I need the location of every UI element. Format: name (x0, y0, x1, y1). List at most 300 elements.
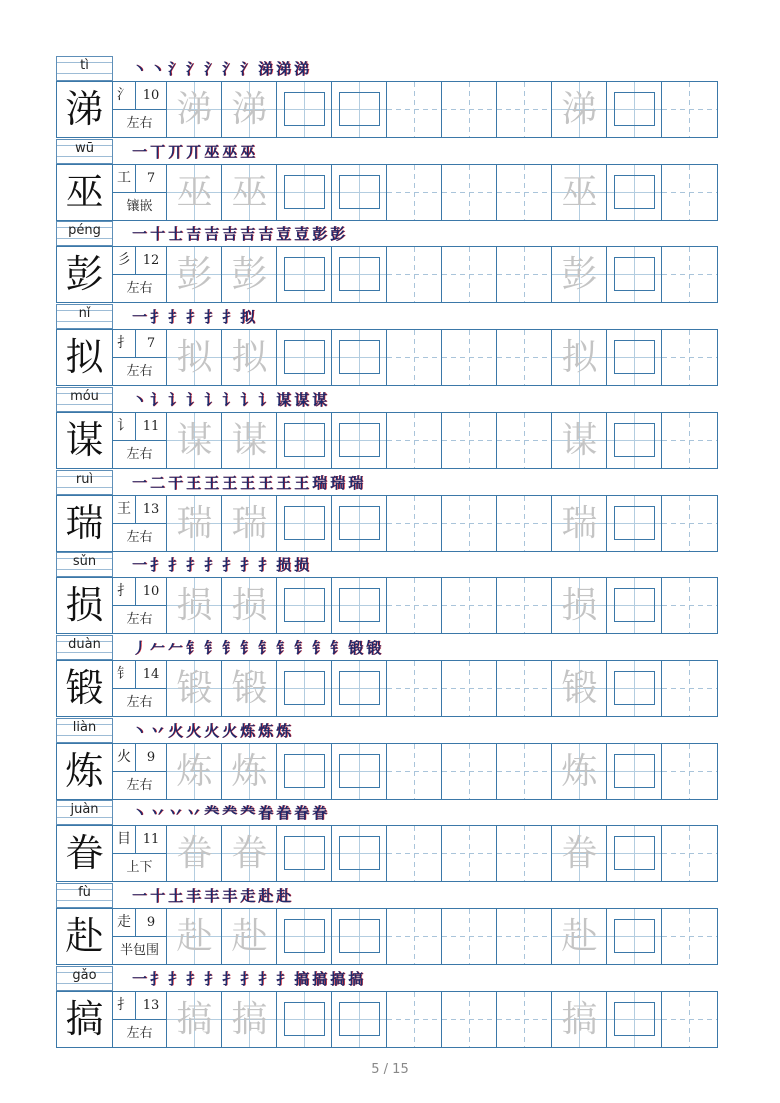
character-row (56, 470, 718, 552)
stroke-step: 扌 (222, 556, 238, 575)
structure: 左右 (126, 612, 153, 628)
practice-cell[interactable] (607, 413, 662, 468)
practice-cell[interactable] (607, 247, 662, 302)
stroke-step: 氵 (186, 60, 202, 78)
radical: 钅 (113, 661, 136, 688)
pinyin: móu (70, 388, 99, 404)
writing-box (284, 175, 325, 209)
pinyin-row (56, 221, 718, 246)
practice-cell[interactable] (552, 744, 607, 799)
practice-cell[interactable] (552, 826, 607, 881)
trace-character: 炼 (561, 750, 598, 792)
stroke-order (132, 390, 327, 410)
character-row (56, 718, 718, 800)
stroke-order (132, 307, 255, 327)
structure: 半包围 (119, 943, 159, 958)
stroke-step: 钅 (294, 638, 310, 657)
stroke-step: 眷 (276, 804, 292, 823)
practice-cell[interactable] (222, 578, 277, 633)
pinyin-row (56, 800, 718, 825)
pinyin: liàn (72, 719, 97, 735)
stroke-step: 丷 (150, 721, 166, 740)
practice-cell[interactable] (497, 165, 552, 220)
pinyin-row (56, 304, 718, 329)
stroke-step: 一 (132, 969, 148, 988)
stroke-step: 讠 (258, 390, 274, 409)
stroke-step: 扌 (258, 969, 274, 988)
practice-cell[interactable] (607, 578, 662, 633)
pinyin: fù (78, 885, 91, 900)
stroke-count: 13 (142, 501, 160, 517)
practice-cell[interactable] (662, 165, 717, 220)
practice-cell[interactable] (332, 496, 387, 551)
practice-cell[interactable] (222, 413, 277, 468)
practice-cell[interactable] (167, 496, 222, 551)
practice-cell[interactable] (277, 247, 332, 302)
practice-cell[interactable] (442, 744, 497, 799)
practice-cell[interactable] (387, 661, 442, 716)
pinyin-box (56, 221, 113, 246)
practice-cell[interactable] (387, 992, 442, 1047)
practice-cell[interactable] (552, 661, 607, 716)
stroke-count: 12 (142, 253, 160, 269)
practice-cell[interactable] (277, 992, 332, 1047)
practice-cell[interactable] (607, 165, 662, 220)
writing-box (614, 92, 655, 126)
practice-cell[interactable] (332, 909, 387, 964)
pinyin: wū (75, 140, 94, 156)
stroke-step: 讠 (240, 390, 256, 409)
trace-character: 赴 (231, 916, 268, 957)
practice-cell[interactable] (497, 247, 552, 302)
stroke-step: 丌 (168, 142, 184, 161)
practice-cell[interactable] (442, 992, 497, 1047)
trace-character: 赴 (176, 916, 213, 957)
practice-cell[interactable] (607, 992, 662, 1047)
stroke-count: 7 (146, 170, 156, 186)
character-info (113, 413, 167, 468)
practice-cell[interactable] (442, 826, 497, 881)
stroke-count: 13 (142, 997, 160, 1013)
stroke-step: 扌 (168, 308, 184, 327)
practice-cell[interactable] (222, 661, 277, 716)
character-row (56, 387, 718, 469)
trace-character: 损 (231, 585, 268, 627)
practice-cell[interactable] (222, 165, 277, 220)
practice-cell[interactable] (662, 744, 717, 799)
trace-character: 谋 (561, 419, 598, 461)
practice-cell[interactable] (167, 165, 222, 220)
stroke-step: 王 (294, 473, 310, 492)
stroke-step: 谋 (312, 390, 328, 409)
stroke-step: 搞 (330, 969, 346, 988)
writing-box (614, 257, 655, 291)
stroke-order (132, 555, 309, 575)
practice-cell[interactable] (442, 82, 497, 137)
trace-character: 炼 (231, 750, 268, 792)
writing-grid (56, 495, 718, 552)
stroke-step: 丷 (168, 804, 184, 823)
practice-cell[interactable] (497, 909, 552, 964)
stroke-step: 谋 (276, 390, 292, 409)
practice-cell[interactable] (167, 82, 222, 137)
trace-character: 瑞 (176, 502, 213, 544)
practice-cell[interactable] (277, 413, 332, 468)
character-info (113, 992, 167, 1047)
practice-cell[interactable] (387, 247, 442, 302)
stroke-step: 损 (294, 556, 310, 575)
practice-cell[interactable] (387, 578, 442, 633)
practice-cell[interactable] (607, 744, 662, 799)
writing-box (614, 423, 655, 457)
stroke-step: 𠂉 (168, 638, 184, 657)
practice-cell[interactable] (332, 413, 387, 468)
stroke-step: 扌 (204, 308, 220, 327)
practice-cell[interactable] (607, 909, 662, 964)
practice-cell[interactable] (552, 578, 607, 633)
practice-cell[interactable] (222, 496, 277, 551)
practice-cell[interactable] (442, 165, 497, 220)
writing-box (339, 1002, 380, 1036)
practice-cell[interactable] (662, 330, 717, 385)
structure: 镶嵌 (126, 198, 153, 214)
trace-character: 眷 (561, 833, 598, 875)
practice-cell[interactable] (277, 330, 332, 385)
stroke-step: 王 (204, 473, 220, 492)
stroke-step: 赴 (276, 887, 292, 905)
stroke-count: 9 (146, 749, 156, 765)
practice-cell[interactable] (662, 82, 717, 137)
stroke-step: 士 (168, 225, 184, 244)
practice-cell[interactable] (167, 661, 222, 716)
stroke-step: 一 (132, 473, 148, 492)
stroke-step: 一 (132, 142, 148, 161)
radical: 工 (113, 165, 136, 192)
practice-cell[interactable] (332, 826, 387, 881)
stroke-count: 11 (142, 832, 160, 848)
stroke-step: 龹 (222, 804, 238, 823)
radical: 讠 (113, 413, 136, 440)
practice-cell[interactable] (497, 578, 552, 633)
practice-cell[interactable] (222, 826, 277, 881)
practice-cell[interactable] (167, 992, 222, 1047)
stroke-step: 火 (168, 721, 184, 740)
stroke-step: 炼 (276, 721, 292, 740)
stroke-count: 9 (146, 915, 156, 930)
practice-cell[interactable] (387, 744, 442, 799)
stroke-step: 吉 (240, 225, 256, 244)
practice-cell[interactable] (607, 826, 662, 881)
pinyin: péng (68, 223, 101, 239)
stroke-step: 巫 (222, 142, 238, 161)
stroke-step: 眷 (258, 804, 274, 823)
writing-box (614, 836, 655, 870)
practice-cell[interactable] (222, 247, 277, 302)
practice-cell[interactable] (662, 496, 717, 551)
stroke-step: 赴 (258, 887, 274, 905)
character-info (113, 82, 167, 137)
practice-cell[interactable] (222, 992, 277, 1047)
writing-box (339, 919, 380, 953)
practice-cell[interactable] (662, 413, 717, 468)
pinyin-box (56, 883, 113, 908)
pinyin-row (56, 635, 718, 660)
pinyin: juàn (70, 802, 99, 818)
character-row (56, 139, 718, 221)
practice-cell[interactable] (552, 909, 607, 964)
writing-grid (56, 743, 718, 800)
practice-cell[interactable] (662, 992, 717, 1047)
character-info (113, 496, 167, 551)
practice-cell[interactable] (277, 165, 332, 220)
practice-cell[interactable] (552, 330, 607, 385)
practice-cell[interactable] (167, 330, 222, 385)
practice-cell[interactable] (442, 330, 497, 385)
character-row (56, 966, 718, 1048)
stroke-order (132, 224, 345, 244)
practice-cell[interactable] (497, 82, 552, 137)
writing-grid (56, 412, 718, 469)
stroke-step: 炼 (240, 721, 256, 740)
practice-cell[interactable] (387, 82, 442, 137)
model-character: 涕 (57, 82, 113, 137)
practice-cell[interactable] (332, 330, 387, 385)
trace-character: 巫 (231, 171, 268, 213)
practice-cell[interactable] (662, 826, 717, 881)
pinyin: duàn (68, 636, 101, 652)
practice-cell[interactable] (442, 413, 497, 468)
writing-box (339, 506, 380, 540)
radical: 扌 (113, 330, 136, 357)
practice-cell[interactable] (442, 578, 497, 633)
practice-cell[interactable] (332, 165, 387, 220)
stroke-order (132, 721, 291, 741)
writing-box (339, 92, 380, 126)
stroke-step: 扌 (258, 556, 274, 575)
practice-cell[interactable] (497, 826, 552, 881)
practice-cell[interactable] (552, 992, 607, 1047)
practice-cell[interactable] (222, 744, 277, 799)
stroke-step: 丶 (132, 60, 148, 78)
practice-cell[interactable] (277, 661, 332, 716)
pinyin-row (56, 387, 718, 412)
stroke-step: 钅 (240, 638, 256, 657)
structure: 左右 (126, 777, 153, 793)
stroke-step: 丷 (150, 804, 166, 823)
practice-cell[interactable] (552, 247, 607, 302)
practice-cell[interactable] (277, 578, 332, 633)
structure: 左右 (126, 281, 153, 297)
practice-cell[interactable] (167, 413, 222, 468)
character-info (113, 247, 167, 302)
stroke-step: 十 (150, 225, 166, 244)
trace-character: 拟 (176, 337, 213, 379)
practice-cell[interactable] (277, 909, 332, 964)
trace-character: 巫 (561, 171, 598, 213)
character-info (113, 661, 167, 716)
trace-character: 炼 (176, 750, 213, 792)
stroke-step: 讠 (150, 390, 166, 409)
practice-cell[interactable] (387, 165, 442, 220)
stroke-order (132, 638, 381, 658)
practice-cell[interactable] (442, 247, 497, 302)
stroke-step: 丶 (132, 804, 148, 823)
practice-cell[interactable] (552, 82, 607, 137)
practice-cell[interactable] (607, 330, 662, 385)
practice-cell[interactable] (387, 330, 442, 385)
trace-character: 拟 (231, 337, 268, 379)
practice-cell[interactable] (497, 330, 552, 385)
practice-cell[interactable] (167, 578, 222, 633)
practice-cell[interactable] (387, 909, 442, 964)
stroke-order (132, 473, 363, 493)
stroke-step: 王 (222, 473, 238, 492)
trace-character: 眷 (231, 833, 268, 875)
writing-box (284, 1002, 325, 1036)
practice-cell[interactable] (497, 992, 552, 1047)
stroke-step: 扌 (240, 969, 256, 988)
model-character: 炼 (57, 744, 113, 799)
stroke-step: 氵 (240, 60, 256, 78)
writing-box (614, 671, 655, 705)
practice-cell[interactable] (497, 413, 552, 468)
trace-character: 锻 (561, 667, 598, 709)
pinyin: gǎo (72, 967, 97, 983)
practice-cell[interactable] (552, 165, 607, 220)
stroke-step: 一 (132, 887, 148, 905)
model-character: 谋 (57, 413, 113, 468)
practice-cell[interactable] (442, 909, 497, 964)
pinyin: nǐ (78, 306, 91, 322)
stroke-step: 丅 (150, 142, 166, 161)
practice-cell[interactable] (222, 330, 277, 385)
writing-box (614, 1002, 655, 1036)
stroke-step: 损 (276, 556, 292, 575)
character-row (56, 635, 718, 717)
stroke-step: 扌 (168, 969, 184, 988)
character-row (56, 800, 718, 882)
practice-cell[interactable] (277, 744, 332, 799)
pinyin-row (56, 56, 718, 81)
practice-cell[interactable] (552, 496, 607, 551)
practice-cell[interactable] (222, 909, 277, 964)
trace-character: 彭 (176, 254, 213, 296)
stroke-step: 丰 (186, 887, 202, 905)
writing-box (284, 919, 325, 953)
stroke-count: 14 (142, 666, 160, 682)
practice-cell[interactable] (387, 496, 442, 551)
practice-cell[interactable] (662, 247, 717, 302)
practice-cell[interactable] (222, 82, 277, 137)
trace-character: 搞 (561, 998, 598, 1040)
practice-cell[interactable] (167, 247, 222, 302)
pinyin-row (56, 139, 718, 164)
practice-cell[interactable] (332, 661, 387, 716)
practice-cell[interactable] (167, 909, 222, 964)
practice-cell[interactable] (552, 413, 607, 468)
practice-cell[interactable] (442, 496, 497, 551)
practice-cell[interactable] (497, 744, 552, 799)
radical: 彡 (113, 247, 136, 274)
practice-cell[interactable] (277, 826, 332, 881)
stroke-step: 拟 (240, 308, 256, 327)
stroke-step: 讠 (222, 390, 238, 409)
writing-box (284, 671, 325, 705)
stroke-step: 吉 (204, 225, 220, 244)
structure: 左右 (126, 446, 153, 462)
writing-box (339, 671, 380, 705)
trace-character: 眷 (176, 833, 213, 875)
practice-cell[interactable] (662, 909, 717, 964)
stroke-order (132, 142, 255, 162)
practice-cell[interactable] (387, 413, 442, 468)
stroke-step: 王 (186, 473, 202, 492)
stroke-step: 涕 (276, 60, 292, 78)
stroke-step: 氵 (168, 60, 184, 78)
structure: 左右 (126, 1025, 153, 1041)
practice-cell[interactable] (442, 661, 497, 716)
practice-cell[interactable] (332, 578, 387, 633)
stroke-step: 讠 (204, 390, 220, 409)
practice-cell[interactable] (332, 247, 387, 302)
practice-cell[interactable] (662, 578, 717, 633)
writing-box (284, 754, 325, 788)
practice-cell[interactable] (607, 496, 662, 551)
trace-character: 搞 (176, 998, 213, 1040)
practice-cell[interactable] (607, 661, 662, 716)
stroke-order (132, 59, 309, 79)
practice-cell[interactable] (332, 992, 387, 1047)
radical: 扌 (113, 578, 136, 605)
practice-cell[interactable] (277, 82, 332, 137)
stroke-step: 丿 (132, 638, 148, 657)
stroke-step: 扌 (150, 556, 166, 575)
practice-cell[interactable] (277, 496, 332, 551)
stroke-step: 巫 (240, 142, 256, 161)
practice-cell[interactable] (607, 82, 662, 137)
stroke-step: 丷 (186, 804, 202, 823)
model-character: 搞 (57, 992, 113, 1047)
stroke-step: 钅 (276, 638, 292, 657)
practice-cell[interactable] (332, 82, 387, 137)
stroke-step: 彭 (312, 225, 328, 244)
model-character: 瑞 (57, 496, 113, 551)
writing-box (614, 754, 655, 788)
stroke-step: 火 (222, 721, 238, 740)
practice-cell[interactable] (167, 826, 222, 881)
stroke-step: 扌 (186, 969, 202, 988)
practice-cell[interactable] (387, 826, 442, 881)
pinyin-row (56, 966, 718, 991)
writing-box (614, 175, 655, 209)
stroke-step: 扌 (222, 308, 238, 327)
stroke-step: 氵 (204, 60, 220, 78)
practice-cell[interactable] (167, 744, 222, 799)
model-character: 赴 (57, 909, 113, 964)
writing-grid (56, 329, 718, 386)
trace-character: 谋 (231, 419, 268, 461)
practice-cell[interactable] (662, 661, 717, 716)
practice-cell[interactable] (497, 496, 552, 551)
radical: 氵 (113, 82, 136, 109)
practice-cell[interactable] (497, 661, 552, 716)
writing-box (284, 506, 325, 540)
stroke-step: 走 (240, 887, 256, 905)
stroke-order (132, 886, 291, 906)
stroke-order (132, 803, 327, 823)
practice-cell[interactable] (332, 744, 387, 799)
stroke-step: 丶 (132, 390, 148, 409)
